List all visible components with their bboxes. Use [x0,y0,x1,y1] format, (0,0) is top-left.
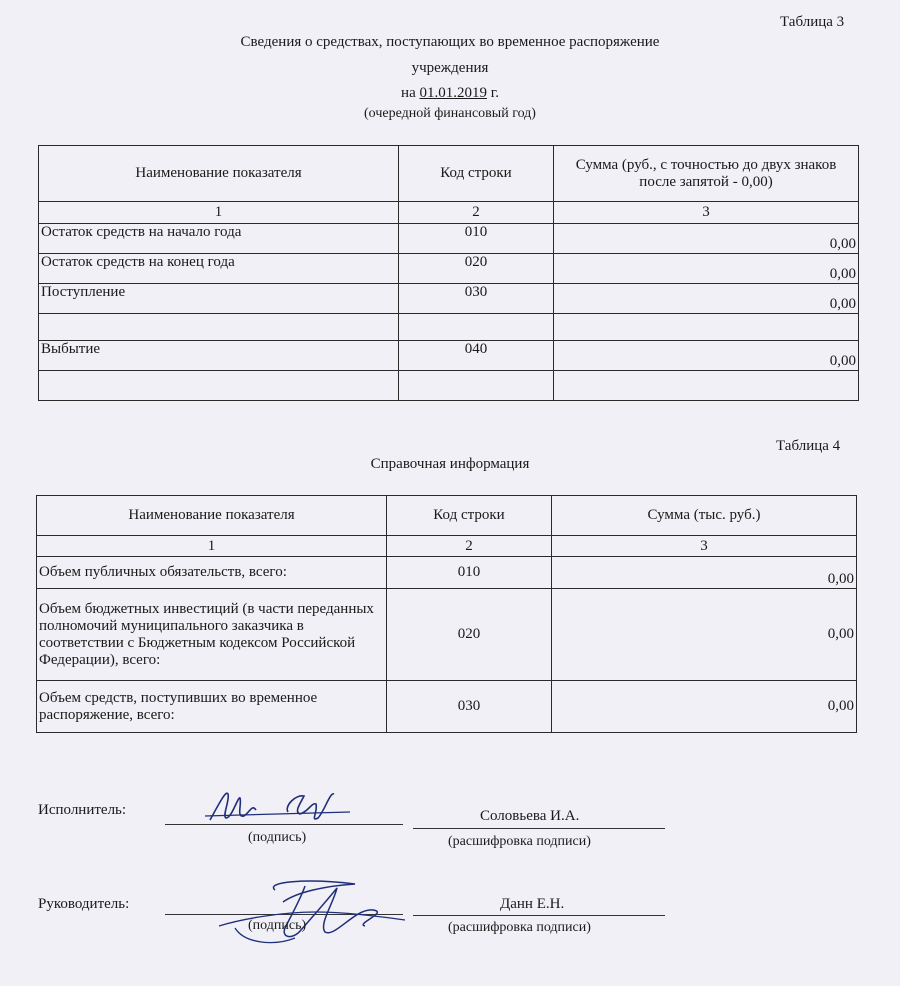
executor-decoding-line [413,828,665,829]
table3-header-row [39,146,859,202]
header-code: Код строки [387,496,552,536]
row-code [399,314,554,341]
header-sum: Сумма (тыс. руб.) [552,496,857,536]
table3-title-line2: учреждения [411,60,489,76]
table-row [39,254,859,284]
head-decoding-caption: (расшифровка подписи) [448,920,591,935]
row-code: 020 [387,589,552,681]
header-code: Код строки [399,146,554,202]
row-sum [554,371,859,401]
table-row [39,371,859,401]
table4 [36,495,857,733]
date-prefix: на [401,85,416,101]
head-decoding-line [413,915,665,916]
row-sum: 0,00 [552,681,857,733]
table4-colnum-row [37,536,857,557]
row-sum: 0,00 [554,254,859,284]
header-name: Наименование показателя [39,146,399,202]
head-handwritten-signature [205,868,415,948]
header-name: Наименование показателя [37,496,387,536]
table-row [39,341,859,371]
table3-date-line [0,85,900,102]
row-sum: 0,00 [552,557,857,589]
colnum-2: 2 [399,202,554,224]
table4-label: Таблица 4 [776,438,841,454]
colnum-3: 3 [554,202,859,224]
row-code: 030 [387,681,552,733]
table3-colnum-row [39,202,859,224]
row-sum: 0,00 [554,341,859,371]
colnum-1: 1 [39,202,399,224]
executor-signature-caption: (подпись) [248,830,307,845]
table3-subtitle: (очередной финансовый год) [364,106,536,121]
row-name: Остаток средств на начало года [39,224,399,254]
table-row [39,284,859,314]
row-code: 040 [399,341,554,371]
executor-decoding-caption: (расшифровка подписи) [448,834,591,849]
row-name [39,314,399,341]
table-row [37,557,857,589]
colnum-1: 1 [37,536,387,557]
colnum-3: 3 [552,536,857,557]
row-code: 010 [387,557,552,589]
table-row [39,224,859,254]
table4-header-row [37,496,857,536]
row-sum: 0,00 [554,224,859,254]
row-name: Поступление [39,284,399,314]
row-sum: 0,00 [552,589,857,681]
head-signature-caption: (подпись) [248,918,307,933]
table-row [37,589,857,681]
row-code [399,371,554,401]
header-sum: Сумма (руб., с точностью до двух знаков после запятой - 0,00) [554,146,859,202]
report-date: 01.01.2019 [419,85,487,101]
colnum-2: 2 [387,536,552,557]
row-sum: 0,00 [554,284,859,314]
executor-handwritten-signature [200,782,350,832]
head-label: Руководитель: [38,896,130,912]
row-code: 030 [399,284,554,314]
row-code: 020 [399,254,554,284]
table-row [39,314,859,341]
row-name [39,371,399,401]
table3-label: Таблица 3 [780,14,845,30]
row-name: Объем средств, поступивших во временное распоряжение, всего: [37,681,387,733]
head-name: Данн Е.Н. [500,896,565,912]
executor-label: Исполнитель: [38,802,127,818]
executor-name: Соловьева И.А. [480,808,580,824]
table4-title: Справочная информация [370,456,530,472]
row-name: Выбытие [39,341,399,371]
row-code: 010 [399,224,554,254]
table3-title-line1: Сведения о средствах, поступающих во временное распоряжение [240,34,660,50]
table-row [37,681,857,733]
row-sum [554,314,859,341]
row-name: Объем публичных обязательств, всего: [37,557,387,589]
row-name: Остаток средств на конец года [39,254,399,284]
date-suffix: г. [490,85,499,101]
row-name: Объем бюджетных инвестиций (в части переданных полномочий муниципального заказчика в соответствии с Бюджетным кодексом Российской Федерации), всего: [37,589,387,681]
table3 [38,145,859,401]
